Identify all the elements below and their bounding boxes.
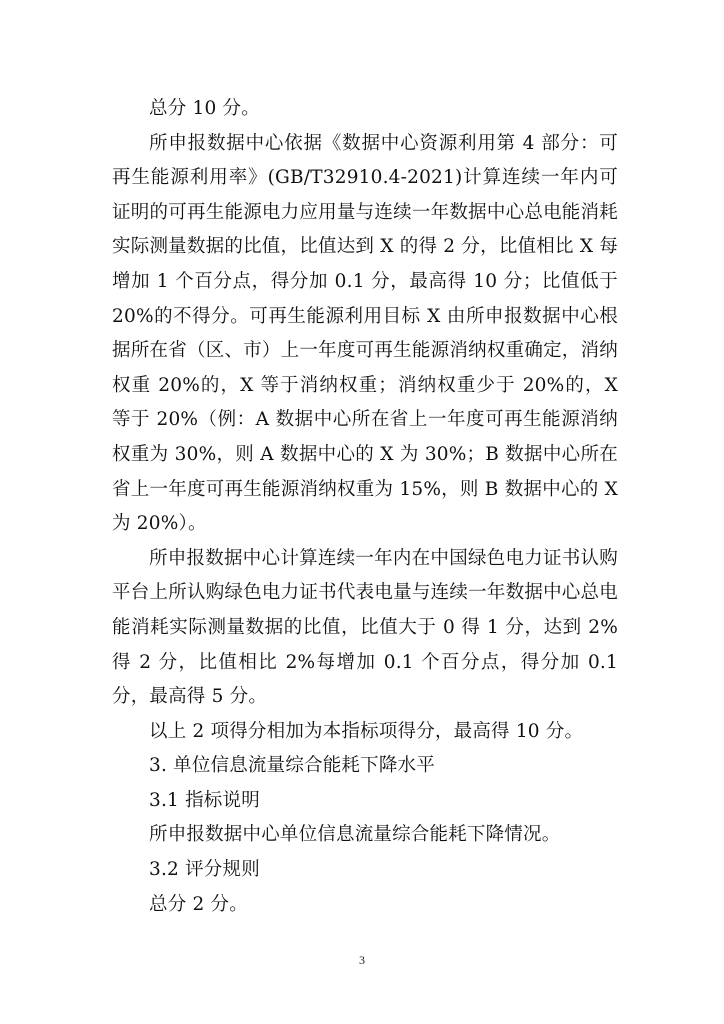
page-number: 3 — [359, 953, 365, 967]
subsection-heading-3-2: 3.2 评分规则 — [149, 859, 260, 881]
section-heading-3: 3. 单位信息流量综合能耗下降水平 — [149, 755, 435, 777]
paragraph-green-certificate-rule: 所申报数据中心计算连续一年内在中国绿色电力证书认购平台上所认购绿色电力证书代表电量与连续一年数据中心总电能消耗实际测量数据的比值，比值大于 0 得 1 分，达到 2%得 2 分，比值相比 2%每增加 0.1 个百分点，得分加 0.1 分，最高得 5 分。 — [112, 547, 618, 708]
paragraph-total-score-2: 总分 2 分。 — [149, 893, 248, 915]
paragraph-renewable-energy-rule: 所申报数据中心依据《数据中心资源利用第 4 部分：可再生能源利用率》(GB/T32910.4-2021)计算连续一年内可证明的可再生能源电力应用量与连续一年数据中心总电能消耗实际测量数据的比值，比值达到 X 的得 2 分，比值相比 X 每增加 1 个百分点，得分加 0.1 分，最高得 10 分；比值低于 20%的不得分。可再生能源利用目标 X 由所申报数据中心根据所在省（区、市）上一年度可再生能源消纳权重确定，消纳权重 20%的，X 等于消纳权重；消纳权重少于 20%的，X 等于 20%（例：A 数据中心所在省上一年度可再生能源消纳权重为 30%，则 A 数据中心的 X 为 30%；B 数据中心所在省上一年度可再生能源消纳权重为 15%，则 B 数据中心的 X 为 20%）。 — [112, 132, 618, 535]
subsection-heading-3-1: 3.1 指标说明 — [149, 789, 260, 811]
paragraph-indicator-description: 所申报数据中心单位信息流量综合能耗下降情况。 — [149, 824, 561, 846]
paragraph-combined-score: 以上 2 项得分相加为本指标项得分，最高得 10 分。 — [149, 720, 584, 742]
paragraph-total-score-10: 总分 10 分。 — [149, 98, 260, 119]
document-body — [112, 92, 618, 922]
